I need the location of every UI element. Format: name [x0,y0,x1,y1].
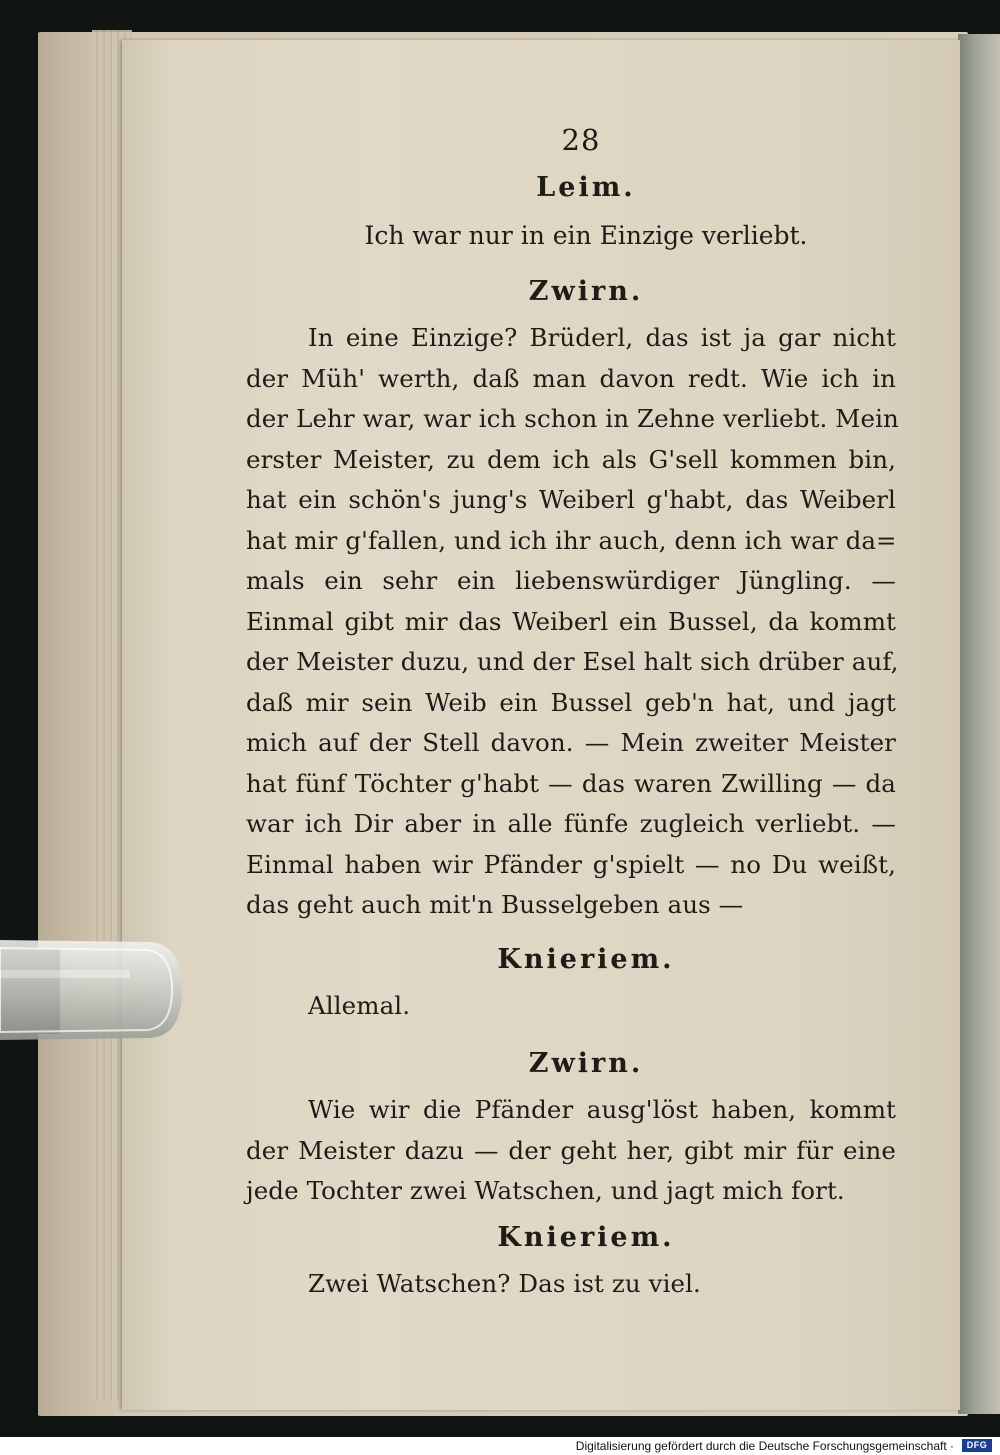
speech-line: mich auf der Stell davon. — Mein zweiter Meister [246,728,896,757]
glass-clamp-icon [0,930,186,1052]
speech-line: der Lehr war, war ich schon in Zehne verliebt. Mein [246,404,899,433]
speech-line: In eine Einzige? Brüderl, das ist ja gar nicht [308,323,896,352]
speech-line: hat ein schön's jung's Weiberl g'habt, das Weiberl [246,485,896,514]
facing-page-edge [958,34,1000,1414]
speaker-leim: Leim. [536,172,636,203]
speech-line: Allemal. [308,990,411,1020]
speech-line: hat mir g'fallen, und ich ihr auch, denn ich war da= [246,525,897,555]
speech-line: der Meister duzu, und der Esel halt sich drüber auf, [246,647,899,676]
speech-paragraph [246,1090,896,1212]
dfg-logo: DFG [962,1439,992,1452]
speech-paragraph [246,318,899,926]
speech-line: Ich war nur in ein Einzige verliebt. [364,221,808,250]
speaker-knieriem: Knieriem. [497,943,675,975]
speech-line: das geht auch mit'n Busselgeben aus — [246,890,744,919]
digitization-footer [0,1437,1000,1455]
speech-line: Einmal haben wir Pfänder g'spielt — no Du weißt, [246,849,896,879]
speech-line: Wie wir die Pfänder ausg'löst haben, kommt [308,1095,896,1124]
speech-line: daß mir sein Weib ein Bussel geb'n hat, und jagt [246,687,896,717]
speech-line: erster Meister, zu dem ich als G'sell kommen bin, [246,444,896,474]
speech-line: war ich Dir aber in alle fünfe zugleich verliebt. — [246,809,896,838]
speech-line: mals ein sehr ein liebenswürdiger Jüngling. — [246,566,896,595]
page-text [246,118,899,1304]
speech-line: der Meister dazu — der geht her, gibt mir für eine [246,1135,896,1165]
speaker-zwirn: Zwirn. [528,276,644,307]
speech-line: Zwei Watschen? Das ist zu viel. [308,1268,701,1298]
speaker-zwirn: Zwirn. [528,1048,644,1079]
speech-paragraph [246,1264,896,1305]
speech-paragraph [246,986,896,1027]
funding-notice: Digitalisierung gefördert durch die Deutsche Forschungsgemeinschaft · [575,1439,954,1453]
speech-line: Einmal gibt mir das Weiberl ein Bussel, da kommt [246,606,896,636]
speaker-knieriem: Knieriem. [497,1221,675,1253]
speech-line: jede Tochter zwei Watschen, und jagt mich fort. [246,1176,845,1205]
speech-line: hat fünf Töchter g'habt — das waren Zwilling — da [246,768,896,798]
speech-line: der Müh' werth, daß man davon redt. Wie ich in [246,363,896,393]
page-clamp [0,930,186,1052]
page-number: 28 [561,123,601,157]
